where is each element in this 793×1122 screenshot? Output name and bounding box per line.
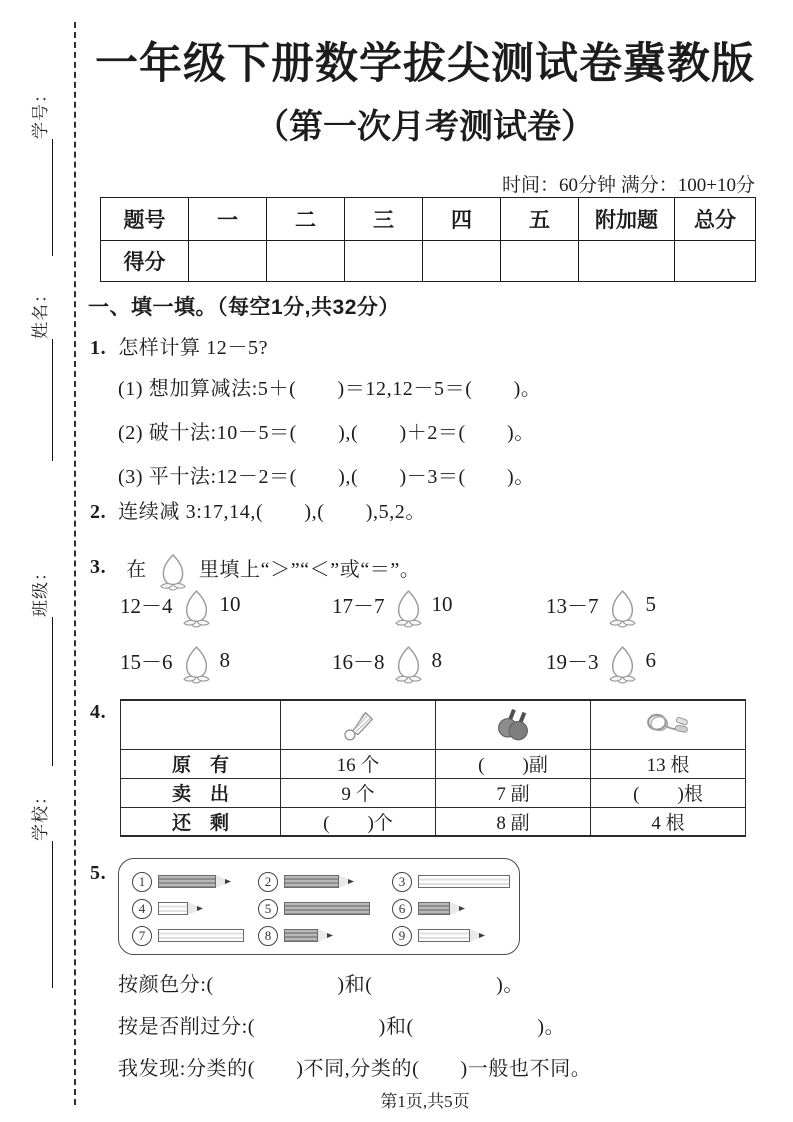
pencil-number: 6 bbox=[392, 899, 412, 919]
score-cell bbox=[267, 241, 345, 282]
comparison-right: 8 bbox=[431, 648, 442, 672]
q4-empty-header-cell bbox=[121, 700, 281, 749]
comparison-left: 13－7 bbox=[546, 593, 599, 618]
q4-cell: 4 根 bbox=[591, 807, 746, 836]
q5-fill-line-sharpened: 按是否削过分:( )和( )。 bbox=[118, 1016, 566, 1038]
pencil-item bbox=[132, 895, 258, 922]
pencil-number: 2 bbox=[258, 872, 278, 892]
pencil-icon bbox=[158, 875, 231, 888]
comparison-right: 5 bbox=[645, 592, 656, 616]
score-header-cell: 附加题 bbox=[579, 198, 675, 241]
sidebar-field-name bbox=[27, 285, 53, 463]
pencil-icon bbox=[418, 902, 465, 915]
sidebar-field-class bbox=[27, 563, 53, 768]
pencil-box bbox=[118, 858, 520, 955]
comparison-item bbox=[546, 578, 716, 631]
pencil-number: 7 bbox=[132, 926, 152, 946]
comparison-item bbox=[546, 634, 716, 687]
pencil-icon bbox=[158, 902, 203, 915]
question-1-text: 怎样计算 12－5? bbox=[118, 337, 269, 359]
score-cell bbox=[501, 241, 579, 282]
question-4-number: 4. bbox=[90, 701, 107, 723]
q4-row-label: 原 有 bbox=[121, 749, 281, 778]
q4-cell: ( )根 bbox=[591, 778, 746, 807]
comparison-left: 12－4 bbox=[120, 593, 173, 618]
pencil-number: 3 bbox=[392, 872, 412, 892]
comparison-item bbox=[332, 634, 546, 687]
pencil-item bbox=[132, 868, 258, 895]
question-1-number: 1. bbox=[90, 337, 107, 359]
pencil-item bbox=[258, 922, 392, 949]
question-3-suffix: 里填上“＞”“＜”或“＝”。 bbox=[198, 558, 421, 581]
score-cell bbox=[675, 241, 756, 282]
q4-header-row bbox=[121, 700, 746, 749]
score-cell bbox=[189, 241, 267, 282]
comparison-row-1 bbox=[120, 578, 716, 631]
q4-cell: 7 副 bbox=[436, 778, 591, 807]
comparison-right: 10 bbox=[431, 592, 453, 616]
page-number-footer: 第1页,共5页 bbox=[380, 1092, 470, 1111]
question-2-number: 2. bbox=[90, 501, 107, 523]
school-blank-line bbox=[33, 841, 53, 988]
score-header-cell: 三 bbox=[345, 198, 423, 241]
q4-row-label: 卖 出 bbox=[121, 778, 281, 807]
q4-cell: ( )个 bbox=[281, 807, 436, 836]
comparison-row-2 bbox=[120, 634, 716, 687]
page-title: 一年级下册数学拔尖测试卷冀教版 bbox=[95, 41, 755, 88]
pencil-item bbox=[392, 895, 513, 922]
student-number-label: 学号： bbox=[31, 85, 50, 139]
score-header-cell: 总分 bbox=[675, 198, 756, 241]
peach-icon bbox=[178, 644, 215, 687]
q4-cell: ( )副 bbox=[436, 749, 591, 778]
comparison-left: 15－6 bbox=[120, 649, 173, 674]
badminton-shuttlecock-icon bbox=[281, 700, 436, 749]
class-blank-line bbox=[33, 617, 53, 766]
question-1 bbox=[90, 331, 268, 360]
pencil-icon bbox=[418, 875, 510, 888]
pencil-icon bbox=[284, 929, 333, 942]
score-header-cell: 五 bbox=[501, 198, 579, 241]
score-table-header-row bbox=[101, 198, 756, 241]
question-3-number: 3. bbox=[90, 555, 107, 578]
question-1-part-2: (2) 破十法:10－5＝( ),( )＋2＝( )。 bbox=[118, 422, 535, 444]
score-header-cell: 二 bbox=[267, 198, 345, 241]
pencil-icon bbox=[418, 929, 485, 942]
school-label: 学校： bbox=[31, 787, 50, 841]
comparison-item bbox=[120, 578, 332, 631]
pencil-number: 9 bbox=[392, 926, 412, 946]
q4-row-sold bbox=[121, 778, 746, 807]
pencil-icon bbox=[284, 875, 354, 888]
name-blank-line bbox=[33, 339, 53, 461]
question-2 bbox=[90, 495, 426, 524]
q4-cell: 8 副 bbox=[436, 807, 591, 836]
q4-cell: 13 根 bbox=[591, 749, 746, 778]
comparison-item bbox=[332, 578, 546, 631]
pencil-icon bbox=[284, 902, 370, 915]
q4-row-original bbox=[121, 749, 746, 778]
score-cell bbox=[423, 241, 501, 282]
question-3-prefix: 在 bbox=[126, 558, 147, 581]
pencil-item bbox=[258, 868, 392, 895]
peach-icon bbox=[604, 588, 641, 631]
score-header-cell: 四 bbox=[423, 198, 501, 241]
pencil-number: 5 bbox=[258, 899, 278, 919]
comparison-right: 10 bbox=[219, 592, 241, 616]
comparison-left: 19－3 bbox=[546, 649, 599, 674]
score-cell bbox=[579, 241, 675, 282]
comparison-right: 6 bbox=[645, 648, 656, 672]
score-cell bbox=[345, 241, 423, 282]
question-1-part-1: (1) 想加算减法:5＋( )＝12,12－5＝( )。 bbox=[118, 378, 542, 400]
comparison-right: 8 bbox=[219, 648, 230, 672]
q4-cell: 9 个 bbox=[281, 778, 436, 807]
question-1-part-3: (3) 平十法:12－2＝( ),( )－3＝( )。 bbox=[118, 466, 535, 488]
sidebar-field-school bbox=[27, 787, 53, 990]
exam-meta: 时间：60分钟 满分：100+10分 bbox=[502, 175, 755, 196]
score-table bbox=[100, 197, 756, 282]
comparison-left: 17－7 bbox=[332, 593, 385, 618]
score-header-cell: 一 bbox=[189, 198, 267, 241]
q4-row-label: 还 剩 bbox=[121, 807, 281, 836]
pencil-item bbox=[132, 922, 258, 949]
peach-icon bbox=[390, 644, 427, 687]
pencil-number: 4 bbox=[132, 899, 152, 919]
comparison-left: 16－8 bbox=[332, 649, 385, 674]
q5-fill-line-discovery: 我发现:分类的( )不同,分类的( )一般也不同。 bbox=[118, 1058, 592, 1080]
q5-fill-line-color: 按颜色分:( )和( )。 bbox=[118, 974, 524, 996]
pencil-item bbox=[258, 895, 392, 922]
score-row-label: 得分 bbox=[101, 241, 189, 282]
question-2-text: 连续减 3:17,14,( ),( ),5,2。 bbox=[118, 501, 427, 523]
comparison-item bbox=[120, 634, 332, 687]
q4-row-left bbox=[121, 807, 746, 836]
pencil-item bbox=[392, 922, 513, 949]
seal-dashed-line bbox=[74, 22, 76, 1105]
peach-icon bbox=[604, 644, 641, 687]
pencil-item bbox=[392, 868, 513, 895]
page-subtitle: （第一次月考测试卷） bbox=[255, 109, 595, 146]
score-table-score-row bbox=[101, 241, 756, 282]
peach-icon bbox=[390, 588, 427, 631]
class-label: 班级： bbox=[31, 563, 50, 617]
table-tennis-paddles-icon bbox=[436, 700, 591, 749]
pencil-icon bbox=[158, 929, 244, 942]
jump-rope-icon bbox=[591, 700, 746, 749]
q4-cell: 16 个 bbox=[281, 749, 436, 778]
question-5-number: 5. bbox=[90, 862, 107, 884]
section-heading: 一、填一填。（每空1分,共32分） bbox=[88, 296, 400, 319]
name-label: 姓名： bbox=[31, 285, 50, 339]
question-4-table bbox=[120, 699, 746, 837]
student-number-blank-line bbox=[33, 139, 53, 256]
score-header-cell: 题号 bbox=[101, 198, 189, 241]
pencil-number: 8 bbox=[258, 926, 278, 946]
pencil-number: 1 bbox=[132, 872, 152, 892]
peach-icon bbox=[178, 588, 215, 631]
sidebar-field-student-number bbox=[27, 85, 53, 258]
